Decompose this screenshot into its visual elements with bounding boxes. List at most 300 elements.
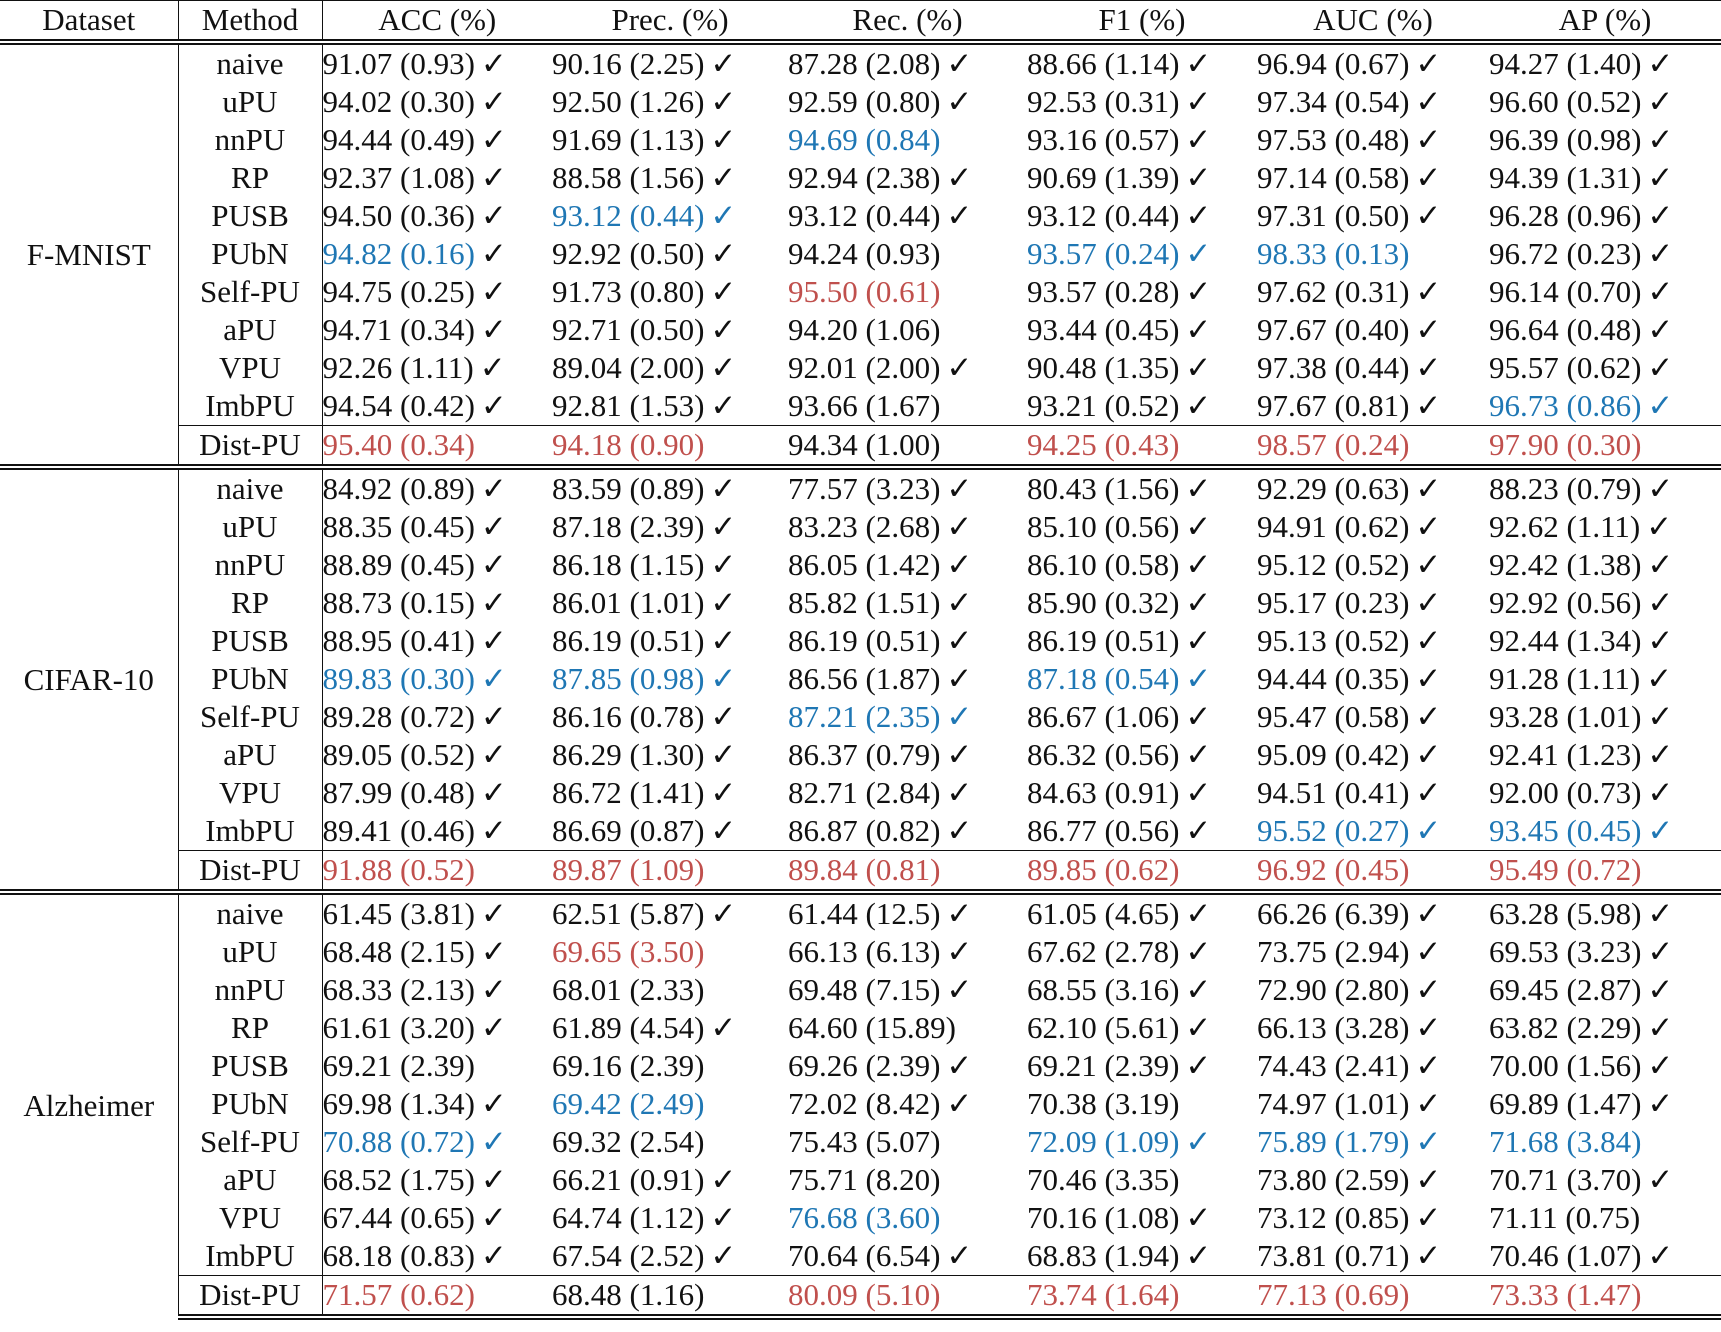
check-mark-icon: ✓ xyxy=(1185,934,1212,969)
metric-cell-acc xyxy=(322,467,552,508)
metric-value: 70.88 (0.72) xyxy=(322,1124,475,1159)
metric-value: 92.50 (1.26) xyxy=(552,84,705,119)
check-mark-icon: ✓ xyxy=(1647,813,1674,848)
metric-cell-auc xyxy=(1257,698,1489,736)
metric-value: 68.48 (1.16) xyxy=(552,1277,705,1312)
metric-value: 72.09 (1.09) xyxy=(1027,1124,1180,1159)
metric-cell-recall xyxy=(788,1161,1027,1199)
check-mark-icon: ✓ xyxy=(1185,623,1212,658)
table-row-ours xyxy=(0,1276,1721,1318)
metric-value: 86.05 (1.42) xyxy=(788,547,941,582)
header-method: Method xyxy=(178,1,322,43)
metric-value: 86.87 (0.82) xyxy=(788,813,941,848)
metric-cell-ap xyxy=(1489,546,1721,584)
metric-cell-ap xyxy=(1489,349,1721,387)
metric-cell-auc xyxy=(1257,812,1489,851)
check-mark-icon: ✓ xyxy=(946,509,973,544)
metric-value: 94.82 (0.16) xyxy=(322,236,475,271)
metric-value: 97.53 (0.48) xyxy=(1257,122,1410,157)
check-mark-icon: ✓ xyxy=(1185,350,1212,385)
metric-cell-acc xyxy=(322,1123,552,1161)
check-mark-icon: ✓ xyxy=(1415,388,1442,423)
metric-value: 68.83 (1.94) xyxy=(1027,1238,1180,1273)
metric-value: 92.92 (0.50) xyxy=(552,236,705,271)
check-mark-icon: ✓ xyxy=(1647,471,1674,506)
check-mark-icon: ✓ xyxy=(1185,509,1212,544)
table-row xyxy=(0,698,1721,736)
check-mark-icon: ✓ xyxy=(480,1162,507,1197)
metric-cell-precision xyxy=(552,1009,788,1047)
metric-value: 67.44 (0.65) xyxy=(322,1200,475,1235)
check-mark-icon: ✓ xyxy=(1185,775,1212,810)
metric-value: 94.27 (1.40) xyxy=(1489,46,1642,81)
metric-cell-recall xyxy=(788,42,1027,83)
check-mark-icon: ✓ xyxy=(946,813,973,848)
metric-cell-auc xyxy=(1257,736,1489,774)
check-mark-icon: ✓ xyxy=(1646,661,1673,696)
method-label: aPU xyxy=(178,736,322,774)
method-label: uPU xyxy=(178,933,322,971)
method-label: Dist-PU xyxy=(178,426,322,468)
metric-cell-acc xyxy=(322,311,552,349)
metric-cell-recall xyxy=(788,235,1027,273)
metric-value: 73.12 (0.85) xyxy=(1257,1200,1410,1235)
check-mark-icon: ✓ xyxy=(1185,813,1212,848)
metric-cell-ap xyxy=(1489,83,1721,121)
check-mark-icon: ✓ xyxy=(710,896,737,931)
check-mark-icon: ✓ xyxy=(946,84,973,119)
metric-value: 89.87 (1.09) xyxy=(552,852,705,887)
metric-cell-recall xyxy=(788,851,1027,893)
metric-value: 86.19 (0.51) xyxy=(788,623,941,658)
metric-cell-recall xyxy=(788,774,1027,812)
metric-cell-precision xyxy=(552,159,788,197)
table-row xyxy=(0,971,1721,1009)
check-mark-icon: ✓ xyxy=(1647,236,1674,271)
metric-value: 94.24 (0.93) xyxy=(788,236,941,271)
check-mark-icon: ✓ xyxy=(1647,934,1674,969)
metric-value: 89.84 (0.81) xyxy=(788,852,941,887)
metric-cell-f1 xyxy=(1027,349,1257,387)
metric-cell-precision xyxy=(552,1199,788,1237)
check-mark-icon: ✓ xyxy=(1185,585,1212,620)
metric-value: 93.66 (1.67) xyxy=(788,388,941,423)
metric-cell-f1 xyxy=(1027,467,1257,508)
metric-cell-precision xyxy=(552,971,788,1009)
check-mark-icon: ✓ xyxy=(1185,1124,1212,1159)
check-mark-icon: ✓ xyxy=(1185,1048,1212,1083)
metric-value: 93.57 (0.24) xyxy=(1027,236,1180,271)
metric-value: 98.33 (0.13) xyxy=(1257,236,1410,271)
metric-cell-precision xyxy=(552,812,788,851)
check-mark-icon: ✓ xyxy=(480,934,507,969)
metric-cell-recall xyxy=(788,508,1027,546)
metric-value: 92.00 (0.73) xyxy=(1489,775,1642,810)
check-mark-icon: ✓ xyxy=(480,623,507,658)
metric-cell-f1 xyxy=(1027,121,1257,159)
table-row xyxy=(0,584,1721,622)
metric-value: 93.28 (1.01) xyxy=(1489,699,1642,734)
check-mark-icon: ✓ xyxy=(946,661,973,696)
check-mark-icon: ✓ xyxy=(1647,84,1674,119)
check-mark-icon: ✓ xyxy=(710,547,737,582)
check-mark-icon: ✓ xyxy=(1415,274,1442,309)
check-mark-icon: ✓ xyxy=(1647,1010,1674,1045)
metric-cell-acc xyxy=(322,933,552,971)
check-mark-icon: ✓ xyxy=(710,699,737,734)
check-mark-icon: ✓ xyxy=(1185,84,1212,119)
metric-cell-auc xyxy=(1257,1237,1489,1276)
check-mark-icon: ✓ xyxy=(480,896,507,931)
metric-cell-auc xyxy=(1257,1199,1489,1237)
metric-value: 94.69 (0.84) xyxy=(788,122,941,157)
metric-value: 69.53 (3.23) xyxy=(1489,934,1642,969)
method-label: ImbPU xyxy=(178,1237,322,1276)
metric-value: 75.71 (8.20) xyxy=(788,1162,941,1197)
check-mark-icon: ✓ xyxy=(1185,699,1212,734)
check-mark-icon: ✓ xyxy=(946,623,973,658)
check-mark-icon: ✓ xyxy=(710,471,737,506)
check-mark-icon: ✓ xyxy=(480,775,507,810)
check-mark-icon: ✓ xyxy=(480,46,507,81)
metric-cell-precision xyxy=(552,736,788,774)
check-mark-icon: ✓ xyxy=(480,547,507,582)
metric-cell-recall xyxy=(788,971,1027,1009)
check-mark-icon: ✓ xyxy=(946,350,973,385)
check-mark-icon: ✓ xyxy=(1185,388,1212,423)
metric-cell-ap xyxy=(1489,933,1721,971)
check-mark-icon: ✓ xyxy=(710,1010,737,1045)
check-mark-icon: ✓ xyxy=(946,160,973,195)
metric-cell-f1 xyxy=(1027,387,1257,426)
check-mark-icon: ✓ xyxy=(710,84,737,119)
metric-cell-precision xyxy=(552,660,788,698)
metric-cell-precision xyxy=(552,235,788,273)
check-mark-icon: ✓ xyxy=(946,737,973,772)
metric-cell-auc xyxy=(1257,584,1489,622)
metric-cell-f1 xyxy=(1027,1237,1257,1276)
metric-value: 96.60 (0.52) xyxy=(1489,84,1642,119)
check-mark-icon: ✓ xyxy=(710,350,737,385)
table-row xyxy=(0,1237,1721,1276)
metric-cell-f1 xyxy=(1027,508,1257,546)
method-label: uPU xyxy=(178,83,322,121)
metric-cell-auc xyxy=(1257,467,1489,508)
check-mark-icon: ✓ xyxy=(710,46,737,81)
metric-cell-recall xyxy=(788,121,1027,159)
metric-value: 68.52 (1.75) xyxy=(322,1162,475,1197)
metric-value: 91.88 (0.52) xyxy=(322,852,475,887)
check-mark-icon: ✓ xyxy=(480,160,507,195)
metric-value: 96.94 (0.67) xyxy=(1257,46,1410,81)
metric-cell-precision xyxy=(552,467,788,508)
table-row xyxy=(0,387,1721,426)
metric-cell-auc xyxy=(1257,546,1489,584)
check-mark-icon: ✓ xyxy=(1415,46,1442,81)
method-label: aPU xyxy=(178,311,322,349)
metric-cell-recall xyxy=(788,159,1027,197)
metric-value: 61.05 (4.65) xyxy=(1027,896,1180,931)
method-label: RP xyxy=(178,159,322,197)
table-row xyxy=(0,159,1721,197)
metric-cell-ap xyxy=(1489,311,1721,349)
metric-value: 92.71 (0.50) xyxy=(552,312,705,347)
check-mark-icon: ✓ xyxy=(480,1238,507,1273)
metric-cell-ap xyxy=(1489,273,1721,311)
metric-value: 86.72 (1.41) xyxy=(552,775,705,810)
metric-value: 97.38 (0.44) xyxy=(1257,350,1410,385)
metric-cell-auc xyxy=(1257,933,1489,971)
check-mark-icon: ✓ xyxy=(480,84,507,119)
metric-cell-precision xyxy=(552,546,788,584)
method-label: ImbPU xyxy=(178,387,322,426)
check-mark-icon: ✓ xyxy=(1185,1010,1212,1045)
metric-cell-recall xyxy=(788,736,1027,774)
method-label: aPU xyxy=(178,1161,322,1199)
metric-value: 73.80 (2.59) xyxy=(1257,1162,1410,1197)
metric-value: 92.59 (0.80) xyxy=(788,84,941,119)
metric-cell-auc xyxy=(1257,42,1489,83)
metric-cell-precision xyxy=(552,698,788,736)
metric-cell-acc xyxy=(322,197,552,235)
metric-cell-precision xyxy=(552,42,788,83)
metric-cell-recall xyxy=(788,660,1027,698)
method-label: PUSB xyxy=(178,622,322,660)
metric-cell-ap xyxy=(1489,698,1721,736)
method-label: uPU xyxy=(178,508,322,546)
metric-cell-ap xyxy=(1489,426,1721,468)
metric-cell-f1 xyxy=(1027,311,1257,349)
metric-cell-acc xyxy=(322,42,552,83)
check-mark-icon: ✓ xyxy=(1415,699,1442,734)
header-precision: Prec. (%) xyxy=(552,1,788,43)
table-row-ours xyxy=(0,851,1721,893)
metric-value: 69.21 (2.39) xyxy=(1027,1048,1180,1083)
metric-value: 84.63 (0.91) xyxy=(1027,775,1180,810)
metric-value: 88.35 (0.45) xyxy=(322,509,475,544)
check-mark-icon: ✓ xyxy=(1647,1048,1674,1083)
metric-value: 97.34 (0.54) xyxy=(1257,84,1410,119)
metric-value: 92.01 (2.00) xyxy=(788,350,941,385)
metric-value: 95.09 (0.42) xyxy=(1257,737,1410,772)
metric-cell-recall xyxy=(788,933,1027,971)
metric-cell-auc xyxy=(1257,121,1489,159)
metric-value: 87.18 (0.54) xyxy=(1027,661,1180,696)
metric-value: 77.57 (3.23) xyxy=(788,471,941,506)
metric-value: 70.38 (3.19) xyxy=(1027,1086,1180,1121)
table-row xyxy=(0,235,1721,273)
metric-value: 91.73 (0.80) xyxy=(552,274,705,309)
metric-value: 67.54 (2.52) xyxy=(552,1238,705,1273)
metric-value: 94.71 (0.34) xyxy=(322,312,475,347)
check-mark-icon: ✓ xyxy=(1647,350,1674,385)
metric-cell-auc xyxy=(1257,1161,1489,1199)
metric-cell-ap xyxy=(1489,736,1721,774)
metric-cell-auc xyxy=(1257,1047,1489,1085)
metric-value: 88.73 (0.15) xyxy=(322,585,475,620)
metric-cell-f1 xyxy=(1027,622,1257,660)
metric-cell-precision xyxy=(552,892,788,933)
check-mark-icon: ✓ xyxy=(1415,1200,1442,1235)
metric-value: 87.85 (0.98) xyxy=(552,661,705,696)
check-mark-icon: ✓ xyxy=(1647,1162,1674,1197)
check-mark-icon: ✓ xyxy=(1415,1162,1442,1197)
check-mark-icon: ✓ xyxy=(480,312,507,347)
metric-value: 89.28 (0.72) xyxy=(322,699,475,734)
metric-cell-f1 xyxy=(1027,1276,1257,1318)
table-row xyxy=(0,933,1721,971)
check-mark-icon: ✓ xyxy=(1415,775,1442,810)
metric-cell-f1 xyxy=(1027,159,1257,197)
check-mark-icon: ✓ xyxy=(1415,198,1442,233)
metric-cell-acc xyxy=(322,508,552,546)
metric-value: 92.92 (0.56) xyxy=(1489,585,1642,620)
metric-cell-precision xyxy=(552,1047,788,1085)
check-mark-icon: ✓ xyxy=(1647,623,1674,658)
metric-value: 93.21 (0.52) xyxy=(1027,388,1180,423)
check-mark-icon: ✓ xyxy=(480,388,507,423)
check-mark-icon: ✓ xyxy=(1185,972,1212,1007)
metric-cell-auc xyxy=(1257,1085,1489,1123)
check-mark-icon: ✓ xyxy=(946,585,973,620)
method-label: RP xyxy=(178,584,322,622)
metric-value: 89.05 (0.52) xyxy=(322,737,475,772)
check-mark-icon: ✓ xyxy=(1185,471,1212,506)
check-mark-icon: ✓ xyxy=(1415,1048,1442,1083)
check-mark-icon: ✓ xyxy=(946,1238,973,1273)
metric-cell-ap xyxy=(1489,1199,1721,1237)
metric-cell-acc xyxy=(322,159,552,197)
check-mark-icon: ✓ xyxy=(1415,896,1442,931)
metric-value: 95.40 (0.34) xyxy=(322,427,475,462)
check-mark-icon: ✓ xyxy=(480,274,507,309)
metric-value: 95.13 (0.52) xyxy=(1257,623,1410,658)
metric-value: 93.44 (0.45) xyxy=(1027,312,1180,347)
metric-value: 88.23 (0.79) xyxy=(1489,471,1642,506)
metric-cell-f1 xyxy=(1027,1009,1257,1047)
metric-value: 97.90 (0.30) xyxy=(1489,427,1642,462)
metric-value: 95.49 (0.72) xyxy=(1489,852,1642,887)
metric-value: 86.67 (1.06) xyxy=(1027,699,1180,734)
metric-value: 70.16 (1.08) xyxy=(1027,1200,1180,1235)
header-acc: ACC (%) xyxy=(322,1,552,43)
metric-value: 94.39 (1.31) xyxy=(1489,160,1642,195)
metric-value: 63.28 (5.98) xyxy=(1489,896,1642,931)
check-mark-icon: ✓ xyxy=(480,661,507,696)
metric-cell-precision xyxy=(552,426,788,468)
metric-cell-ap xyxy=(1489,851,1721,893)
metric-cell-acc xyxy=(322,622,552,660)
metric-cell-acc xyxy=(322,851,552,893)
method-label: Self-PU xyxy=(178,1123,322,1161)
metric-value: 69.45 (2.87) xyxy=(1489,972,1642,1007)
metric-value: 74.43 (2.41) xyxy=(1257,1048,1410,1083)
metric-cell-acc xyxy=(322,660,552,698)
check-mark-icon: ✓ xyxy=(1185,274,1212,309)
metric-cell-precision xyxy=(552,1161,788,1199)
metric-cell-acc xyxy=(322,1276,552,1318)
method-label: Self-PU xyxy=(178,273,322,311)
metric-value: 93.45 (0.45) xyxy=(1489,813,1642,848)
metric-cell-precision xyxy=(552,508,788,546)
metric-cell-f1 xyxy=(1027,197,1257,235)
check-mark-icon: ✓ xyxy=(1185,312,1212,347)
check-mark-icon: ✓ xyxy=(710,160,737,195)
metric-cell-auc xyxy=(1257,622,1489,660)
metric-cell-auc xyxy=(1257,851,1489,893)
table-row xyxy=(0,546,1721,584)
table-row xyxy=(0,1009,1721,1047)
metric-value: 84.92 (0.89) xyxy=(322,471,475,506)
check-mark-icon: ✓ xyxy=(1415,122,1442,157)
table-row xyxy=(0,83,1721,121)
metric-cell-precision xyxy=(552,311,788,349)
metric-value: 96.72 (0.23) xyxy=(1489,236,1642,271)
metric-cell-ap xyxy=(1489,892,1721,933)
metric-cell-acc xyxy=(322,1161,552,1199)
metric-value: 66.26 (6.39) xyxy=(1257,896,1410,931)
metric-cell-recall xyxy=(788,1123,1027,1161)
metric-cell-acc xyxy=(322,892,552,933)
metric-value: 93.12 (0.44) xyxy=(1027,198,1180,233)
metric-value: 73.74 (1.64) xyxy=(1027,1277,1180,1312)
metric-cell-auc xyxy=(1257,1009,1489,1047)
metric-value: 87.21 (2.35) xyxy=(788,699,941,734)
check-mark-icon: ✓ xyxy=(1647,388,1674,423)
metric-value: 66.21 (0.91) xyxy=(552,1162,705,1197)
metric-cell-f1 xyxy=(1027,971,1257,1009)
check-mark-icon: ✓ xyxy=(1415,1010,1442,1045)
metric-value: 92.42 (1.38) xyxy=(1489,547,1642,582)
metric-value: 92.37 (1.08) xyxy=(322,160,475,195)
method-label: VPU xyxy=(178,1199,322,1237)
metric-cell-ap xyxy=(1489,42,1721,83)
metric-cell-acc xyxy=(322,698,552,736)
metric-cell-auc xyxy=(1257,83,1489,121)
check-mark-icon: ✓ xyxy=(710,312,737,347)
metric-cell-ap xyxy=(1489,1123,1721,1161)
metric-cell-precision xyxy=(552,584,788,622)
metric-value: 71.68 (3.84) xyxy=(1489,1124,1642,1159)
metric-cell-ap xyxy=(1489,622,1721,660)
metric-cell-recall xyxy=(788,1085,1027,1123)
metric-value: 89.85 (0.62) xyxy=(1027,852,1180,887)
check-mark-icon: ✓ xyxy=(1415,1124,1442,1159)
metric-cell-recall xyxy=(788,1276,1027,1318)
metric-value: 70.00 (1.56) xyxy=(1489,1048,1642,1083)
metric-cell-precision xyxy=(552,774,788,812)
check-mark-icon: ✓ xyxy=(710,775,737,810)
check-mark-icon: ✓ xyxy=(1647,312,1674,347)
method-label: naive xyxy=(178,892,322,933)
metric-value: 71.57 (0.62) xyxy=(322,1277,475,1312)
check-mark-icon: ✓ xyxy=(480,471,507,506)
check-mark-icon: ✓ xyxy=(946,896,973,931)
metric-cell-precision xyxy=(552,851,788,893)
metric-cell-auc xyxy=(1257,311,1489,349)
metric-cell-recall xyxy=(788,1237,1027,1276)
metric-cell-acc xyxy=(322,546,552,584)
check-mark-icon: ✓ xyxy=(710,813,737,848)
metric-cell-recall xyxy=(788,349,1027,387)
metric-value: 94.54 (0.42) xyxy=(322,388,475,423)
check-mark-icon: ✓ xyxy=(480,1010,507,1045)
metric-cell-recall xyxy=(788,467,1027,508)
check-mark-icon: ✓ xyxy=(946,699,973,734)
method-label: nnPU xyxy=(178,121,322,159)
metric-value: 86.16 (0.78) xyxy=(552,699,705,734)
metric-value: 68.55 (3.16) xyxy=(1027,972,1180,1007)
